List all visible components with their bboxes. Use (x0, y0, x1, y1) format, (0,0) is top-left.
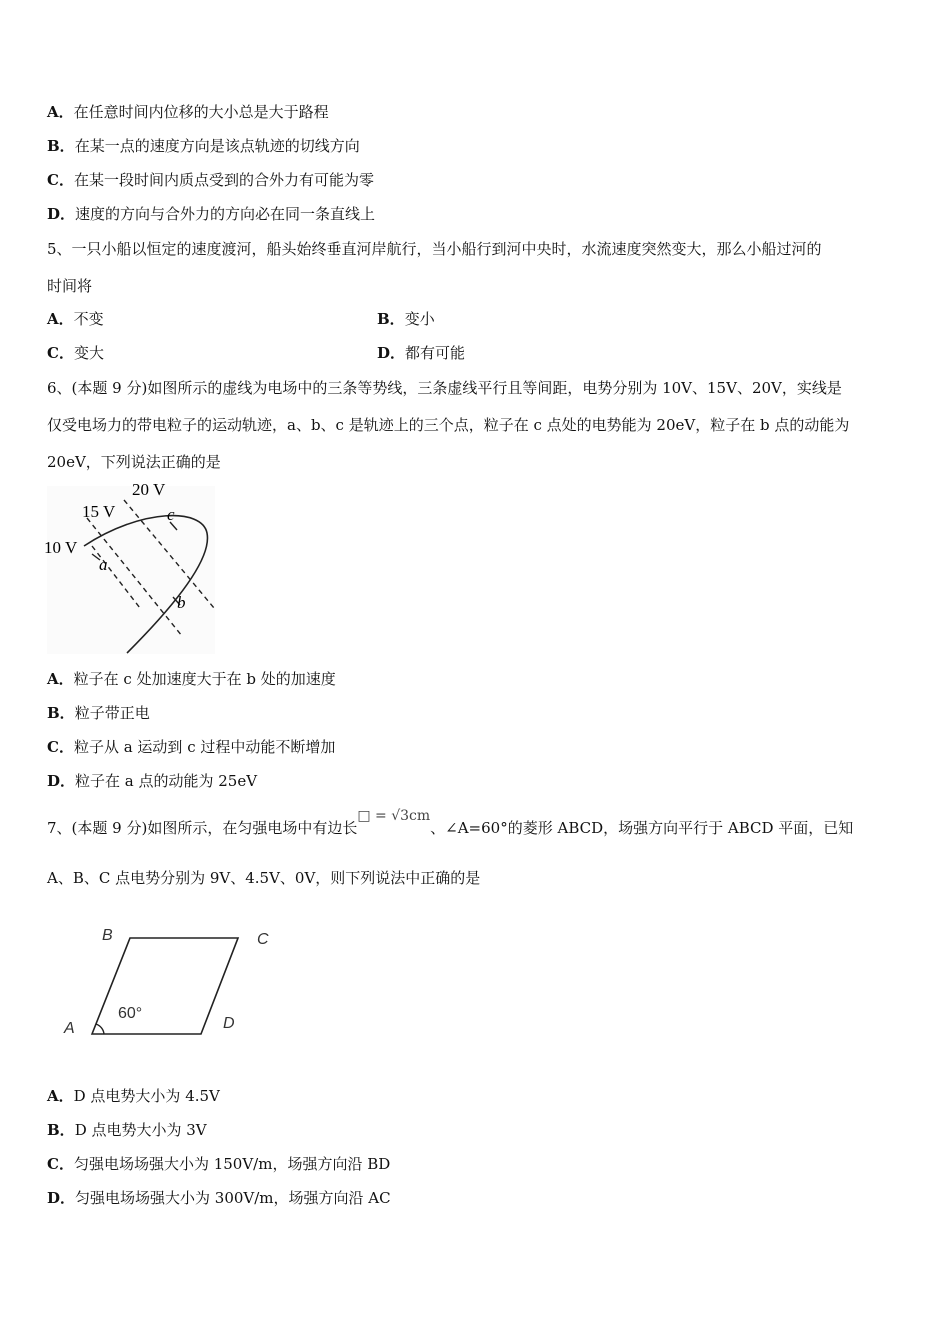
label-10v: 10 V (44, 538, 78, 557)
label-point-c: c (167, 505, 175, 524)
angle-label: 60° (118, 1005, 143, 1022)
q7-option-a (47, 1086, 220, 1106)
label-15v: 15 V (82, 502, 116, 521)
label-point-b: b (177, 593, 186, 612)
figure-background (47, 486, 215, 654)
q7-option-d (47, 1188, 391, 1208)
option-text: 匀强电场场强大小为 300V/m，场强方向沿 AC (75, 1189, 391, 1207)
option-label: C． (47, 171, 74, 189)
q7-figure (58, 920, 283, 1045)
q4-option-b (47, 136, 360, 156)
q5-option-b (377, 309, 435, 329)
q6-stem-line3: 20eV，下列说法正确的是 (47, 453, 221, 471)
q7-stem-line1 (47, 808, 854, 838)
option-label: B． (47, 137, 75, 155)
option-text: D 点电势大小为 3V (74, 1121, 207, 1139)
option-label: C． (47, 1155, 74, 1173)
rhombus-diagram (58, 920, 283, 1045)
q7-stem-line2: A、B、C 点电势分别为 9V、4.5V、0V，则下列说法中正确的是 (47, 869, 481, 887)
q7-option-b (47, 1120, 207, 1140)
q4-option-c (47, 170, 374, 190)
option-text: 粒子从 a 运动到 c 过程中动能不断增加 (73, 738, 336, 756)
option-text: 速度的方向与合外力的方向必在同一条直线上 (75, 205, 376, 223)
option-label: A． (47, 103, 74, 121)
option-label: B． (377, 310, 405, 328)
option-label: D． (377, 344, 406, 362)
q6-stem-line2: 仅受电场力的带电粒子的运动轨迹，a、b、c 是轨迹上的三个点，粒子在 c 点处的电势能为 20eV，粒子在 b 点的动能为 (47, 416, 850, 434)
q6-option-c (47, 737, 335, 757)
option-text: 变大 (73, 344, 104, 362)
option-label: D． (47, 772, 76, 790)
q5-stem-line1: 5、一只小船以恒定的速度渡河，船头始终垂直河岸航行，当小船行到河中央时，水流速度突然变大，那么小船过河的 (47, 240, 822, 258)
label-point-a: a (99, 555, 108, 574)
option-text: 变小 (404, 310, 435, 328)
equipotential-diagram (42, 478, 220, 658)
option-label: B． (47, 704, 75, 722)
option-text: 不变 (73, 310, 104, 328)
q7-stem-post: 、∠A=60°的菱形 ABCD，场强方向平行于 ABCD 平面，已知 (430, 819, 854, 837)
option-label: D． (47, 205, 76, 223)
vertex-a-label: A (64, 1020, 75, 1037)
q6-option-a (47, 669, 336, 689)
q7-stem-pre: 7、(本题 9 分)如图所示，在匀强电场中有边长 (47, 819, 358, 837)
option-text: 都有可能 (405, 344, 466, 362)
q6-stem-line1: 6、(本题 9 分)如图所示的虚线为电场中的三条等势线，三条虚线平行且等间距，电势分别为 10V、15V、20V，实线是 (47, 379, 842, 397)
rhombus-abcd (92, 938, 238, 1034)
q6-option-d (47, 771, 257, 791)
q5-option-a (47, 309, 104, 329)
option-label: A． (47, 1087, 74, 1105)
angle-arc (96, 1024, 104, 1034)
option-label: C． (47, 738, 74, 756)
vertex-d-label: D (223, 1015, 235, 1032)
option-text: D 点电势大小为 4.5V (73, 1087, 220, 1105)
option-label: A． (47, 670, 74, 688)
option-text: 粒子在 c 处加速度大于在 b 处的加速度 (73, 670, 336, 688)
option-label: A． (47, 310, 74, 328)
side-length-formula: □ = √3cm (357, 808, 431, 824)
option-text: 在某一点的速度方向是该点轨迹的切线方向 (74, 137, 360, 155)
option-text: 在某一段时间内质点受到的合外力有可能为零 (73, 171, 374, 189)
q5-stem-line2: 时间将 (47, 277, 93, 295)
option-text: 粒子带正电 (74, 704, 150, 722)
q6-option-b (47, 703, 150, 723)
q4-option-d (47, 204, 375, 224)
vertex-c-label: C (257, 931, 269, 948)
option-label: D． (47, 1189, 76, 1207)
q4-option-a (47, 102, 329, 122)
option-text: 匀强电场场强大小为 150V/m，场强方向沿 BD (73, 1155, 391, 1173)
option-label: B． (47, 1121, 75, 1139)
q7-option-c (47, 1154, 390, 1174)
label-20v: 20 V (132, 480, 166, 499)
q5-option-d (377, 343, 465, 363)
q5-option-c (47, 343, 104, 363)
q6-figure (42, 478, 220, 658)
option-label: C． (47, 344, 74, 362)
vertex-b-label: B (102, 927, 113, 944)
option-text: 在任意时间内位移的大小总是大于路程 (73, 103, 329, 121)
option-text: 粒子在 a 点的动能为 25eV (75, 772, 258, 790)
